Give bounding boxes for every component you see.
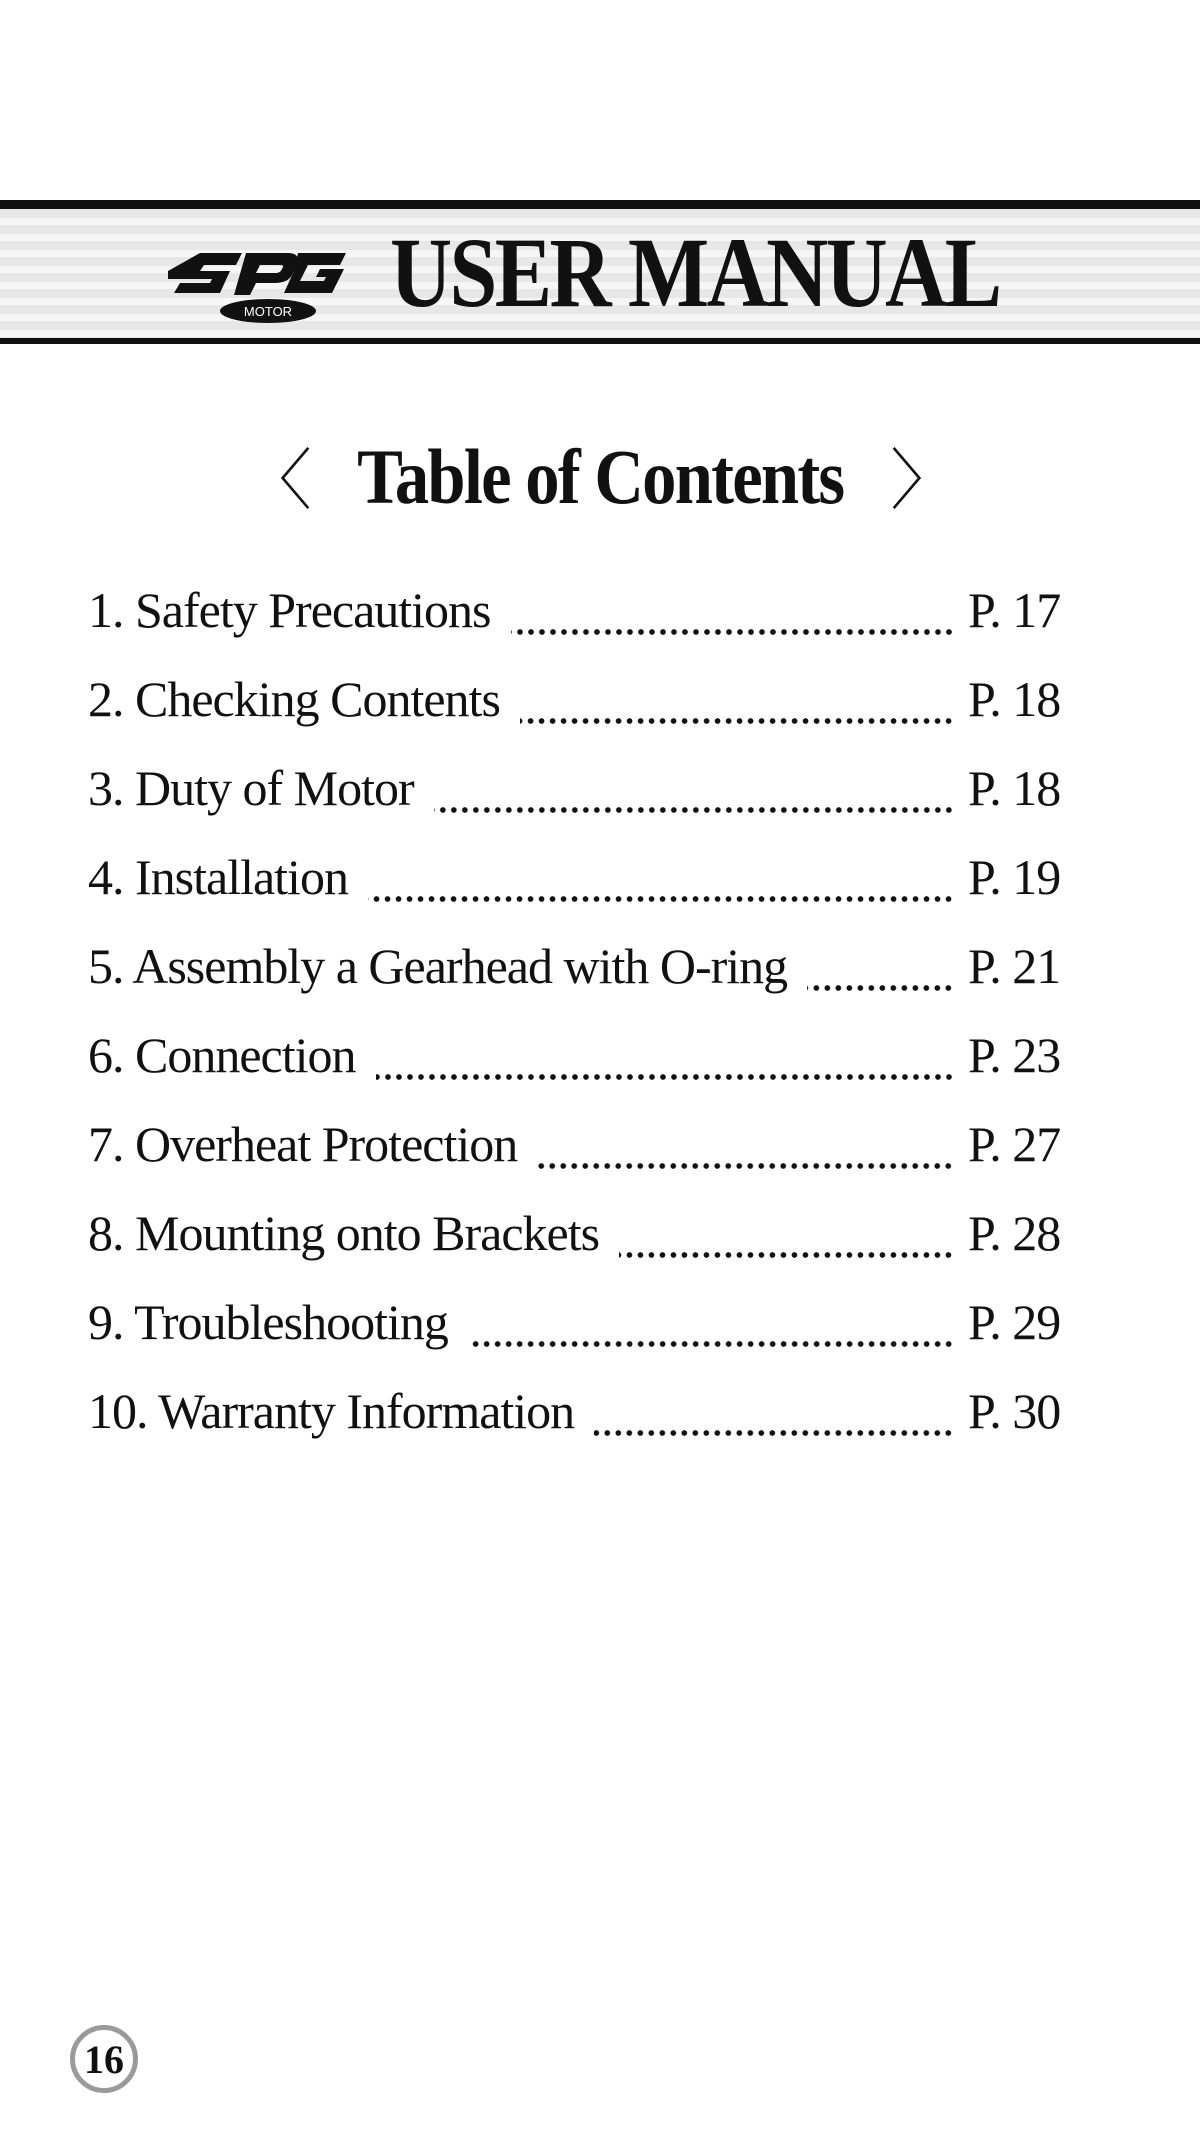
dot-leader xyxy=(537,1162,954,1170)
toc-close-bracket: 〉 xyxy=(890,445,955,518)
toc-item-label: 10. Warranty Information xyxy=(88,1383,575,1439)
toc-item-page: P. 23 xyxy=(968,1027,1061,1083)
manual-title: USER MANUAL xyxy=(390,217,1000,328)
toc-item[interactable] xyxy=(88,758,1061,847)
dot-leader xyxy=(368,895,954,903)
toc-item[interactable] xyxy=(88,936,1061,1025)
dot-leader xyxy=(520,717,954,725)
toc-item-label: 1. Safety Precautions xyxy=(88,582,491,638)
toc-item[interactable] xyxy=(88,1292,1061,1381)
dot-leader xyxy=(468,1340,954,1348)
toc-heading xyxy=(0,432,1200,527)
toc-item-label: 8. Mounting onto Brackets xyxy=(88,1205,600,1261)
svg-text:MOTOR: MOTOR xyxy=(243,304,293,319)
toc-item[interactable] xyxy=(88,1025,1061,1114)
toc-list xyxy=(88,580,1061,1470)
toc-item-label: 4. Installation xyxy=(88,849,348,905)
page-number: 16 xyxy=(70,2025,138,2093)
toc-item-page: P. 21 xyxy=(968,938,1061,994)
toc-item-label: 7. Overheat Protection xyxy=(88,1116,518,1172)
toc-item-label: 9. Troubleshooting xyxy=(88,1294,448,1350)
dot-leader xyxy=(434,806,954,814)
header-banner xyxy=(0,200,1200,344)
toc-item-page: P. 17 xyxy=(968,582,1061,638)
toc-item[interactable] xyxy=(88,847,1061,936)
toc-item-page: P. 18 xyxy=(968,760,1061,816)
dot-leader xyxy=(594,1429,954,1437)
toc-item-label: 6. Connection xyxy=(88,1027,356,1083)
dot-leader xyxy=(376,1073,954,1081)
toc-item-page: P. 28 xyxy=(968,1205,1061,1261)
toc-item-label: 3. Duty of Motor xyxy=(88,760,414,816)
toc-item-label: 2. Checking Contents xyxy=(88,671,500,727)
toc-item-page: P. 19 xyxy=(968,849,1061,905)
toc-item-page: P. 30 xyxy=(968,1383,1061,1439)
toc-item-page: P. 27 xyxy=(968,1116,1061,1172)
toc-item-page: P. 29 xyxy=(968,1294,1061,1350)
toc-item-page: P. 18 xyxy=(968,671,1061,727)
spg-logo-icon xyxy=(160,231,350,325)
dot-leader xyxy=(511,628,954,636)
toc-item[interactable] xyxy=(88,1203,1061,1292)
toc-item[interactable] xyxy=(88,580,1061,669)
toc-item-label: 5. Assembly a Gearhead with O-ring xyxy=(88,938,788,994)
toc-title: Table of Contents xyxy=(356,433,844,520)
toc-open-bracket: 〈 xyxy=(245,445,310,518)
toc-item[interactable] xyxy=(88,1381,1061,1470)
spg-motor-logo xyxy=(160,231,350,325)
toc-item[interactable] xyxy=(88,1114,1061,1203)
dot-leader xyxy=(619,1251,954,1259)
toc-item[interactable] xyxy=(88,669,1061,758)
dot-leader xyxy=(807,984,954,992)
